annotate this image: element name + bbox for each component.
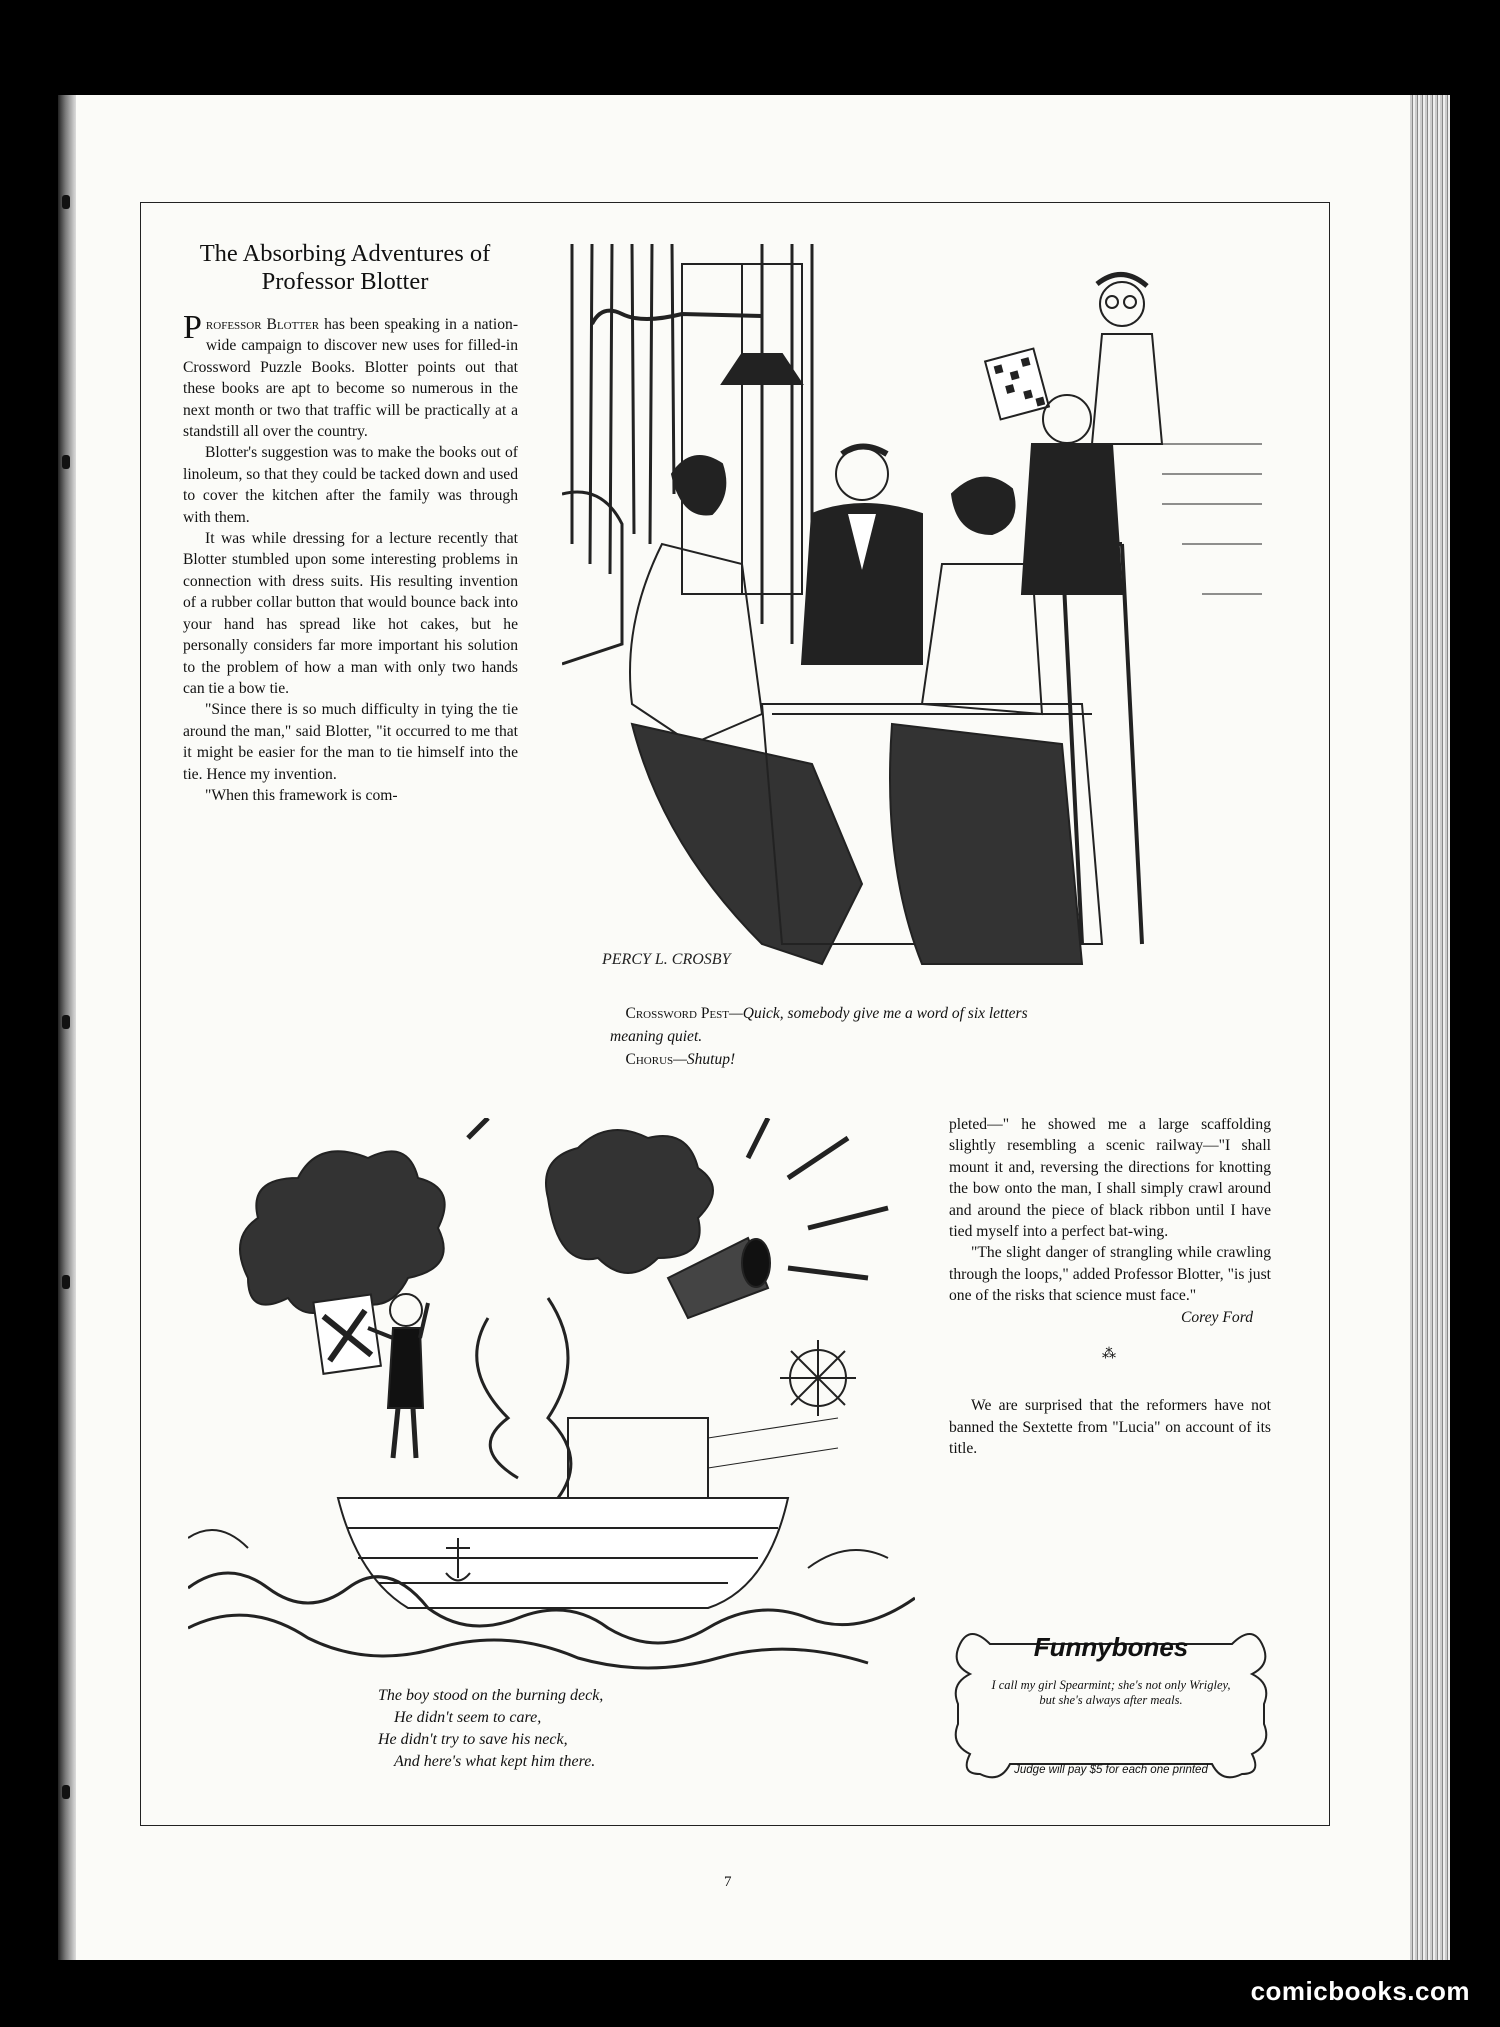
verse-line: He didn't seem to care, <box>394 1709 542 1726</box>
article-paragraph: "Since there is so much difficulty in tying the tie around the man," said Blotter, "it occurred to me that it might be easier for the man to tie himself into the tie. Hence my invention. <box>183 701 518 783</box>
caption-line: meaning quiet. <box>610 1028 703 1045</box>
article-paragraph <box>183 309 519 442</box>
article-paragraph: "The slight danger of strangling while crawling through the loops," added Professor Blotter, "is just one of the risks that science must face." <box>949 1244 1271 1305</box>
paragraph-text: has been speaking in a nation-wide campaign to discover new uses for filled-in Crossword Puzzle Books. Blotter points out that these books are apt to become so numerous in the next month or two that traffic will be practically at a standstill all over the country. <box>183 316 519 441</box>
verse-line: And here's what kept him there. <box>394 1753 596 1770</box>
caption-line <box>610 1002 1250 1025</box>
crossword-cartoon-caption <box>610 1002 1250 1071</box>
article-paragraph: Blotter's suggestion was to make the books out of linoleum, so that they could be tacked down and used to cover the kitchen after the family was through with them. <box>183 444 518 526</box>
caption-line <box>610 1048 1250 1071</box>
lead-smallcaps: rofessor Blotter <box>205 316 320 333</box>
article-title: The Absorbing Adventures of Professor Blotter <box>199 240 491 295</box>
author-byline: Corey Ford <box>1180 1308 1253 1326</box>
artist-signature: PERCY L. CROSBY <box>602 951 731 968</box>
caption-speaker: Chorus <box>625 1051 674 1068</box>
binding-hole <box>62 1015 70 1029</box>
verse-line: He didn't try to save his neck, <box>378 1731 568 1748</box>
article-column-1 <box>183 309 519 806</box>
binding-hole <box>62 1785 70 1799</box>
funnybones-footer: Judge will pay $5 for each one printed <box>1014 1764 1208 1776</box>
watermark: comicbooks.com <box>1250 1976 1470 2006</box>
caption-speaker: Crossword Pest <box>625 1005 730 1022</box>
funnybones-joke: I call my girl Spearmint; she's not only Wrigley, but she's always after meals. <box>991 1678 1231 1707</box>
filler-paragraph: We are surprised that the reformers have not banned the Sextette from "Lucia" on account of its title. <box>949 1397 1271 1458</box>
page-number: 7 <box>724 1874 732 1890</box>
page-edges <box>1410 95 1450 1960</box>
caption-text: —Quick, somebody give me a word of six letters <box>729 1005 1028 1022</box>
crossword-cartoon-illustration <box>562 244 1288 984</box>
drop-cap: P <box>183 309 202 346</box>
article-column-2 <box>949 1114 1271 1460</box>
binding-hole <box>62 455 70 469</box>
funnybones-title: Funnybones <box>1033 1632 1189 1662</box>
verse-line: The boy stood on the burning deck, <box>378 1687 604 1704</box>
burning-deck-cartoon-illustration <box>188 1118 915 1678</box>
caption-text: —Shutup! <box>673 1051 736 1068</box>
funnybones-box <box>950 1624 1272 1784</box>
burning-deck-verse <box>378 1685 778 1773</box>
article-paragraph: It was while dressing for a lecture recently that Blotter stumbled upon some interesting problems in connection with dress suits. His resulting invention of a rubber collar button that would bounce back into your hand has spread like hot cakes, but he personally considers far more important his solution to the problem of how a man with only two hands can tie a bow tie. <box>183 530 518 697</box>
section-ornament: ⁂ <box>1102 1347 1118 1363</box>
article-paragraph: pleted—" he showed me a large scaffolding slightly resembling a scenic railway—"I shall mount it and, reversing the directions for knotting the bow onto the man, I shall simply crawl around and around the piece of black ribbon until I have tied myself into a perfect bat-wing. <box>949 1116 1271 1241</box>
binding-hole <box>62 195 70 209</box>
article-paragraph: "When this framework is com- <box>205 786 398 804</box>
binding-hole <box>62 1275 70 1289</box>
